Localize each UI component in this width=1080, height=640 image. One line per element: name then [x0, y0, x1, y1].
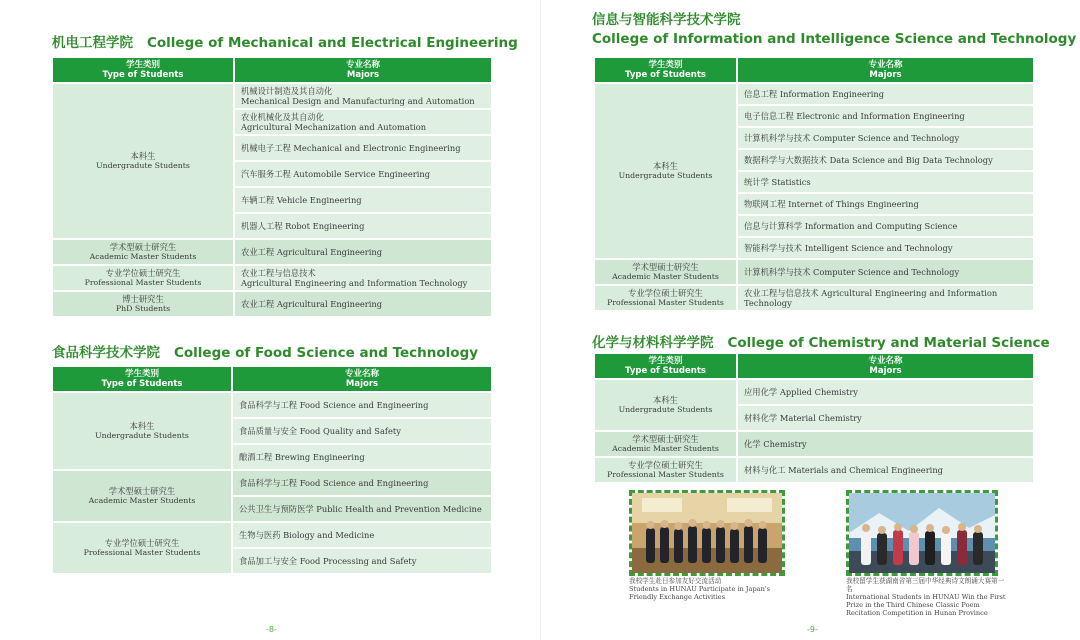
header-major-cn: 专业名称 — [868, 356, 903, 366]
header-majors — [738, 58, 1033, 82]
student-type-cell — [595, 380, 738, 430]
major-cell: 材料与化工 Materials and Chemical Engineering — [738, 458, 1033, 482]
college-heading-chem: 化学与材料科学学院 College of Chemistry and Material Science — [592, 335, 1050, 351]
student-type-cn: 本科生 — [653, 394, 678, 405]
header-type-en: Type of Students — [625, 70, 706, 80]
student-type-cn: 学术型硕士研究生 — [632, 261, 699, 272]
photo-caption-japan: 我校学生赴日参加友好交流活动 Students in HUNAU Participate in Japan's Friendly Exchange Activities — [629, 577, 771, 601]
major-cell: 数据科学与大数据技术 Data Science and Big Data Technology — [738, 150, 1033, 170]
majors-table-food — [53, 365, 491, 575]
student-type-en: Academic Master Students — [88, 496, 196, 505]
header-type-cn: 学生类别 — [125, 60, 160, 70]
major-cell: 机械电子工程 Mechanical and Electronic Engineering — [235, 136, 491, 160]
table-row — [53, 240, 491, 264]
header-type-en: Type of Students — [625, 366, 706, 376]
header-major-en: Majors — [869, 70, 902, 80]
major-cell: 信息与计算科学 Information and Computing Science — [738, 216, 1033, 236]
page-number-right: -9- — [807, 625, 818, 634]
major-cell: 化学 Chemistry — [738, 432, 1033, 456]
photo-caption-poem: 我校留学生获湖南省第三届中华经典诗文朗诵大赛第一名 International Students in HUNAU Win the First Prize in the Third Chinese Classic Poem Recitation Competition in Hunan Province — [846, 577, 1006, 617]
major-cell: 机器人工程 Robot Engineering — [235, 214, 491, 238]
major-cell: 食品质量与安全 Food Quality and Safety — [233, 419, 491, 443]
student-type-cell — [53, 523, 233, 573]
student-type-cell — [53, 240, 235, 264]
table-row — [595, 84, 1033, 104]
student-type-cn: 专业学位硕士研究生 — [628, 459, 703, 470]
student-type-cell — [595, 458, 738, 482]
student-type-cn: 博士研究生 — [122, 293, 164, 304]
major-cell: 食品加工与安全 Food Processing and Safety — [233, 549, 491, 573]
student-type-en: Professional Master Students — [607, 298, 724, 307]
major-cell: 公共卫生与预防医学 Public Health and Prevention Medicine — [233, 497, 491, 521]
major-cell: 电子信息工程 Electronic and Information Engineering — [738, 106, 1033, 126]
header-type-cn: 学生类别 — [648, 60, 683, 70]
student-type-cn: 专业学位硕士研究生 — [628, 287, 703, 298]
student-type-en: Academic Master Students — [89, 252, 197, 261]
student-type-en: Undergradute Students — [618, 171, 713, 180]
header-majors — [235, 58, 491, 82]
photo-japan-exchange — [629, 490, 785, 576]
table-row — [53, 393, 491, 417]
student-type-cn: 专业学位硕士研究生 — [105, 267, 181, 278]
major-cell: 计算机科学与技术 Computer Science and Technology — [738, 128, 1033, 148]
right-page — [540, 0, 1080, 640]
student-type-cell — [595, 84, 738, 258]
table-row — [595, 380, 1033, 404]
header-type-en: Type of Students — [101, 379, 183, 389]
student-type-cn: 学术型硕士研究生 — [632, 433, 699, 444]
major-cell: 酿酒工程 Brewing Engineering — [233, 445, 491, 469]
table-row — [595, 260, 1033, 284]
major-cell: 农业工程 Agricultural Engineering — [235, 240, 491, 264]
header-major-en: Majors — [869, 366, 902, 376]
student-type-en: Professional Master Students — [84, 278, 202, 287]
student-type-cell — [595, 432, 738, 456]
student-type-en: Professional Master Students — [83, 548, 201, 557]
page-number-left: -8- — [266, 625, 277, 634]
major-cell: 农业机械化及其自动化 Agricultural Mechanization and Automation — [235, 110, 491, 134]
student-type-cell — [53, 84, 235, 238]
major-cell: 机械设计制造及其自动化 Mechanical Design and Manufacturing and Automation — [235, 84, 491, 108]
student-type-cn: 学术型硕士研究生 — [108, 485, 176, 496]
header-major-cn: 专业名称 — [868, 60, 903, 70]
header-type-cn: 学生类别 — [648, 356, 683, 366]
student-type-en: Undergradute Students — [95, 431, 189, 440]
major-cell: 食品科学与工程 Food Science and Engineering — [233, 393, 491, 417]
table-header-row — [595, 354, 1033, 378]
header-type-cn: 学生类别 — [124, 369, 159, 379]
major-cell: 汽车服务工程 Automobile Service Engineering — [235, 162, 491, 186]
student-type-cn: 本科生 — [129, 420, 155, 431]
student-type-en: Professional Master Students — [607, 470, 724, 479]
major-cell: 物联网工程 Internet of Things Engineering — [738, 194, 1033, 214]
student-type-cell — [595, 286, 738, 310]
table-row — [53, 292, 491, 316]
header-majors — [233, 367, 491, 391]
college-heading-mech: 机电工程学院 College of Mechanical and Electrical Engineering — [52, 35, 518, 51]
majors-table-info — [595, 56, 1033, 312]
header-type-of-students — [595, 354, 738, 378]
table-header-row — [595, 58, 1033, 82]
header-majors — [738, 354, 1033, 378]
major-cell: 农业工程 Agricultural Engineering — [235, 292, 491, 316]
table-row — [595, 286, 1033, 310]
table-row — [53, 84, 491, 108]
major-cell: 食品科学与工程 Food Science and Engineering — [233, 471, 491, 495]
majors-table-mech — [53, 56, 491, 318]
header-type-of-students — [53, 367, 233, 391]
header-major-cn: 专业名称 — [345, 60, 380, 70]
student-type-cell — [53, 292, 235, 316]
header-major-en: Majors — [345, 379, 379, 389]
table-row — [53, 266, 491, 290]
student-type-cn: 本科生 — [653, 160, 678, 171]
student-type-cell — [53, 471, 233, 521]
photo-japan-exchange-image — [632, 493, 782, 573]
major-cell: 材料化学 Material Chemistry — [738, 406, 1033, 430]
major-cell: 应用化学 Applied Chemistry — [738, 380, 1033, 404]
student-type-cell — [53, 266, 235, 290]
student-type-cell — [595, 260, 738, 284]
major-cell: 农业工程与信息技术 Agricultural Engineering and Information Technology — [738, 286, 1033, 310]
table-row — [595, 458, 1033, 482]
photo-poem-recitation — [846, 490, 998, 576]
table-row — [595, 432, 1033, 456]
major-cell: 统计学 Statistics — [738, 172, 1033, 192]
header-major-cn: 专业名称 — [344, 369, 379, 379]
student-type-cell — [53, 393, 233, 469]
student-type-en: Undergradute Students — [618, 405, 713, 414]
header-type-of-students — [595, 58, 738, 82]
major-cell: 农业工程与信息技术 Agricultural Engineering and Information Technology — [235, 266, 491, 290]
table-row — [53, 523, 491, 547]
major-cell: 车辆工程 Vehicle Engineering — [235, 188, 491, 212]
major-cell: 信息工程 Information Engineering — [738, 84, 1033, 104]
college-heading-food: 食品科学技术学院 College of Food Science and Technology — [52, 345, 479, 361]
majors-table-chem — [595, 352, 1033, 484]
student-type-en: Undergradute Students — [96, 161, 190, 170]
major-cell: 计算机科学与技术 Computer Science and Technology — [738, 260, 1033, 284]
student-type-en: Academic Master Students — [612, 272, 719, 281]
major-cell: 生物与医药 Biology and Medicine — [233, 523, 491, 547]
student-type-en: Academic Master Students — [612, 444, 719, 453]
header-type-en: Type of Students — [102, 70, 184, 80]
header-major-en: Majors — [346, 70, 380, 80]
college-heading-info: 信息与智能科学技术学院 College of Information and Intelligence Science and Technology — [592, 12, 1077, 47]
photo-poem-recitation-image — [849, 493, 995, 573]
student-type-cn: 学术型硕士研究生 — [109, 241, 177, 252]
header-type-of-students — [53, 58, 235, 82]
student-type-cn: 本科生 — [130, 150, 156, 161]
major-cell: 智能科学与技术 Intelligent Science and Technology — [738, 238, 1033, 258]
table-row — [53, 471, 491, 495]
table-header-row — [53, 367, 491, 391]
student-type-cn: 专业学位硕士研究生 — [104, 537, 180, 548]
student-type-en: PhD Students — [115, 304, 171, 313]
table-header-row — [53, 58, 491, 82]
